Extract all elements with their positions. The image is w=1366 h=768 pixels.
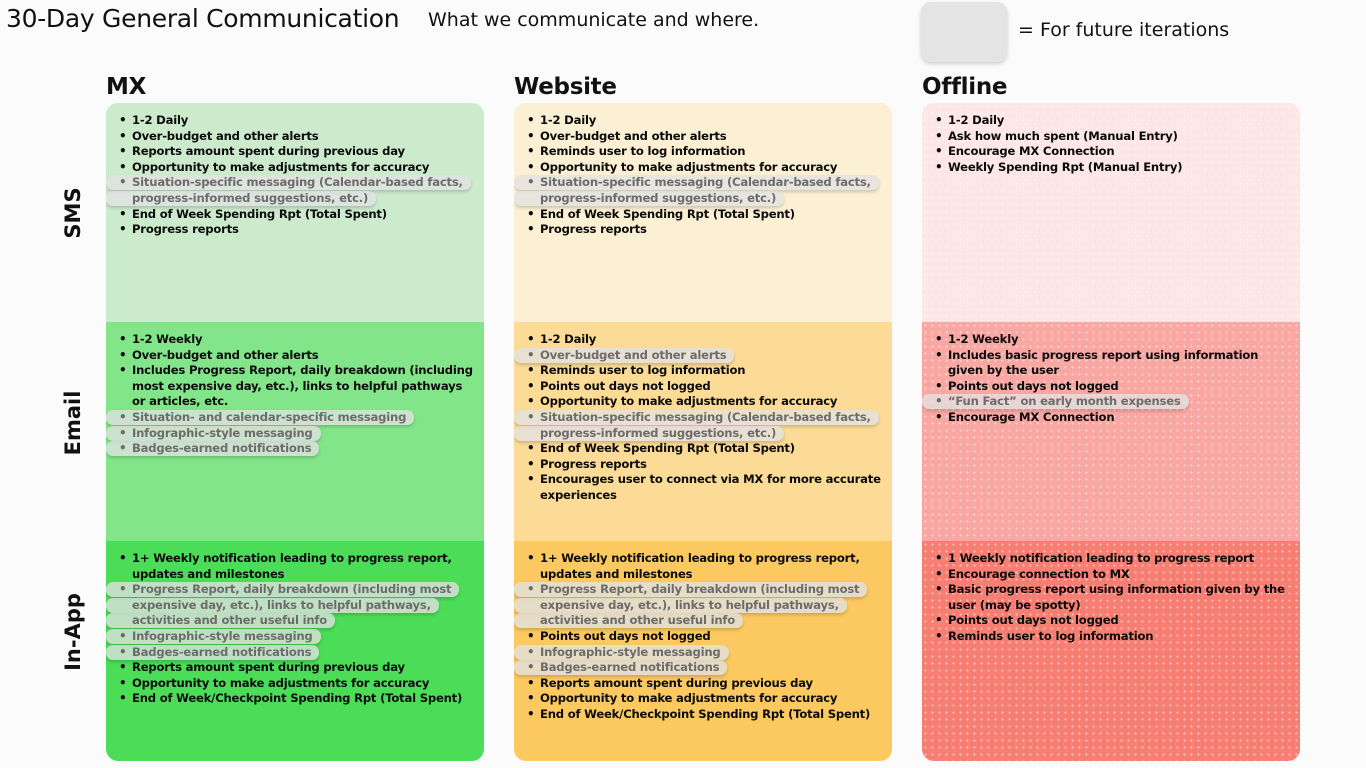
list-item-text: Infographic-style messaging [106,426,321,441]
cell-website-sms [514,103,892,323]
list-item-text: End of Week Spending Rpt (Total Spent) [132,206,387,221]
column-offline [922,103,1300,761]
item-list [132,551,477,707]
future-list-item [540,660,885,676]
list-item-text: Encourage connection to MX [948,566,1130,581]
list-item-text: “Fun Fact” on early month expenses [922,394,1189,409]
list-item-text: Situation- and calendar-specific messaging [106,410,414,425]
list-item-text: End of Week Spending Rpt (Total Spent) [540,206,795,221]
list-item-text: End of Week/Checkpoint Spending Rpt (Total Spent) [132,691,463,706]
cell-offline-sms [922,103,1300,323]
item-list [132,332,477,457]
list-item-text: Reports amount spent during previous day [132,660,405,675]
list-item-text: Over-budget and other alerts [514,348,734,363]
list-item [948,567,1293,583]
list-item [540,629,885,645]
list-item-text: Situation-specific messaging (Calendar-based facts, progress-informed suggestions, etc.) [514,410,879,441]
list-item-text: Points out days not logged [948,613,1119,628]
cell-website-email [514,322,892,542]
future-iterations-swatch [921,2,1007,62]
list-item-text: Progress reports [540,222,647,237]
list-item-text: Opportunity to make adjustments for accuracy [540,159,838,174]
list-item-text: Over-budget and other alerts [132,128,319,143]
list-item-text: Progress reports [540,456,647,471]
item-list [540,332,885,504]
cell-mx-sms [106,103,484,323]
legend-label: = For future iterations [1018,19,1230,41]
column-website [514,103,892,761]
row-heading-sms: SMS [61,187,85,239]
future-list-item [948,394,1293,410]
cell-mx-email [106,322,484,542]
list-item-text: Reminds user to log information [540,363,746,378]
list-item [948,551,1293,567]
list-item-text: Encourage MX Connection [948,409,1115,424]
list-item-text: Includes basic progress report using information given by the user [948,347,1259,378]
list-item-text: Badges-earned notifications [106,441,319,456]
list-item-text: 1+ Weekly notification leading to progress report, updates and milestones [540,551,860,581]
future-list-item [540,348,885,364]
list-item-text: Situation-specific messaging (Calendar-based facts, progress-informed suggestions, etc.) [106,175,471,206]
list-item [948,113,1293,129]
list-item-text: Situation-specific messaging (Calendar-based facts, progress-informed suggestions, etc.) [514,175,879,206]
future-list-item [540,582,885,629]
list-item [132,691,477,707]
list-item [540,707,885,723]
list-item-text: Opportunity to make adjustments for accuracy [132,675,430,690]
list-item-text: 1-2 Daily [132,113,189,127]
list-item [540,129,885,145]
list-item [132,660,477,676]
list-item-text: Points out days not logged [948,378,1119,393]
list-item-text: Ask how much spent (Manual Entry) [948,128,1178,143]
list-item [948,629,1293,645]
list-item [132,551,477,582]
list-item-text: Badges-earned notifications [514,660,727,675]
list-item-text: Points out days not logged [540,378,711,393]
cell-website-inapp [514,541,892,761]
list-item-text: Over-budget and other alerts [132,347,319,362]
list-item-text: 1-2 Weekly [948,332,1019,346]
list-item-text: Progress Report, daily breakdown (including most expensive day, etc.), links to helpful pathways, activities and other useful info [514,582,867,628]
list-item-text: Progress reports [132,222,239,237]
list-item-text: 1-2 Weekly [132,332,203,346]
list-item [948,332,1293,348]
list-item-text: Opportunity to make adjustments for accuracy [540,691,838,706]
list-item-text: Opportunity to make adjustments for accuracy [132,159,430,174]
page-title: 30-Day General Communication [6,4,400,33]
list-item-text: Opportunity to make adjustments for accuracy [540,394,838,409]
future-list-item [132,426,477,442]
list-item [132,113,477,129]
row-heading-inapp: In-App [61,593,85,671]
list-item [540,676,885,692]
list-item [540,332,885,348]
list-item [132,222,477,238]
item-list [132,113,477,238]
list-item [540,379,885,395]
list-item-text: Includes Progress Report, daily breakdown (including most expensive day, etc.), links to helpful pathways or articles, etc. [132,363,473,409]
column-heading-offline: Offline [922,74,1008,100]
list-item-text: Weekly Spending Rpt (Manual Entry) [948,159,1183,174]
list-item [540,691,885,707]
future-list-item [132,629,477,645]
list-item-text: Progress Report, daily breakdown (including most expensive day, etc.), links to helpful pathways, activities and other useful info [106,582,459,628]
list-item-text: Encourages user to connect via MX for more accurate experiences [540,472,881,502]
page-subtitle: What we communicate and where. [428,9,760,31]
list-item [132,207,477,223]
row-heading-email: Email [61,390,85,456]
list-item [540,222,885,238]
item-list [948,551,1293,645]
list-item [540,113,885,129]
list-item [132,332,477,348]
list-item-text: Basic progress report using information given by the user (may be spotty) [948,582,1285,612]
list-item-text: 1-2 Daily [540,332,597,346]
future-list-item [540,410,885,441]
list-item [132,160,477,176]
column-heading-mx: MX [106,74,147,100]
item-list [948,332,1293,426]
cell-offline-inapp [922,541,1300,761]
cell-offline-email [922,322,1300,542]
list-item [948,144,1293,160]
future-list-item [132,582,477,629]
item-list [540,551,885,723]
list-item-text: Infographic-style messaging [106,629,321,644]
item-list [540,113,885,238]
list-item [540,363,885,379]
list-item [540,457,885,473]
list-item [540,551,885,582]
future-list-item [132,175,477,206]
list-item [540,207,885,223]
list-item [948,613,1293,629]
list-item [948,129,1293,145]
item-list [948,113,1293,175]
list-item-text: Reports amount spent during previous day [540,675,813,690]
list-item [948,410,1293,426]
column-mx [106,103,484,761]
list-item-text: 1+ Weekly notification leading to progress report, updates and milestones [132,551,452,581]
list-item [540,160,885,176]
cell-mx-inapp [106,541,484,761]
list-item-text: Infographic-style messaging [514,645,729,660]
list-item [540,394,885,410]
list-item [540,144,885,160]
list-item-text: Reminds user to log information [540,144,746,159]
future-list-item [132,645,477,661]
list-item [948,582,1293,613]
list-item-text: Reminds user to log information [948,628,1154,643]
list-item-text: End of Week Spending Rpt (Total Spent) [540,441,795,456]
list-item-text: Badges-earned notifications [106,645,319,660]
list-item [948,379,1293,395]
list-item-text: Encourage MX Connection [948,144,1115,159]
list-item-text: Points out days not logged [540,628,711,643]
future-list-item [540,175,885,206]
list-item [948,160,1293,176]
list-item [132,129,477,145]
list-item [540,441,885,457]
column-heading-website: Website [514,74,617,100]
list-item-text: End of Week/Checkpoint Spending Rpt (Total Spent) [540,706,871,721]
list-item [132,348,477,364]
list-item [948,348,1293,379]
list-item-text: 1 Weekly notification leading to progress report [948,551,1254,565]
future-list-item [132,410,477,426]
list-item-text: 1-2 Daily [540,113,597,127]
list-item [132,676,477,692]
list-item [132,144,477,160]
list-item [540,472,885,503]
list-item-text: Over-budget and other alerts [540,128,727,143]
list-item [132,363,477,410]
list-item-text: Reports amount spent during previous day [132,144,405,159]
future-list-item [540,645,885,661]
future-list-item [132,441,477,457]
list-item-text: 1-2 Daily [948,113,1005,127]
